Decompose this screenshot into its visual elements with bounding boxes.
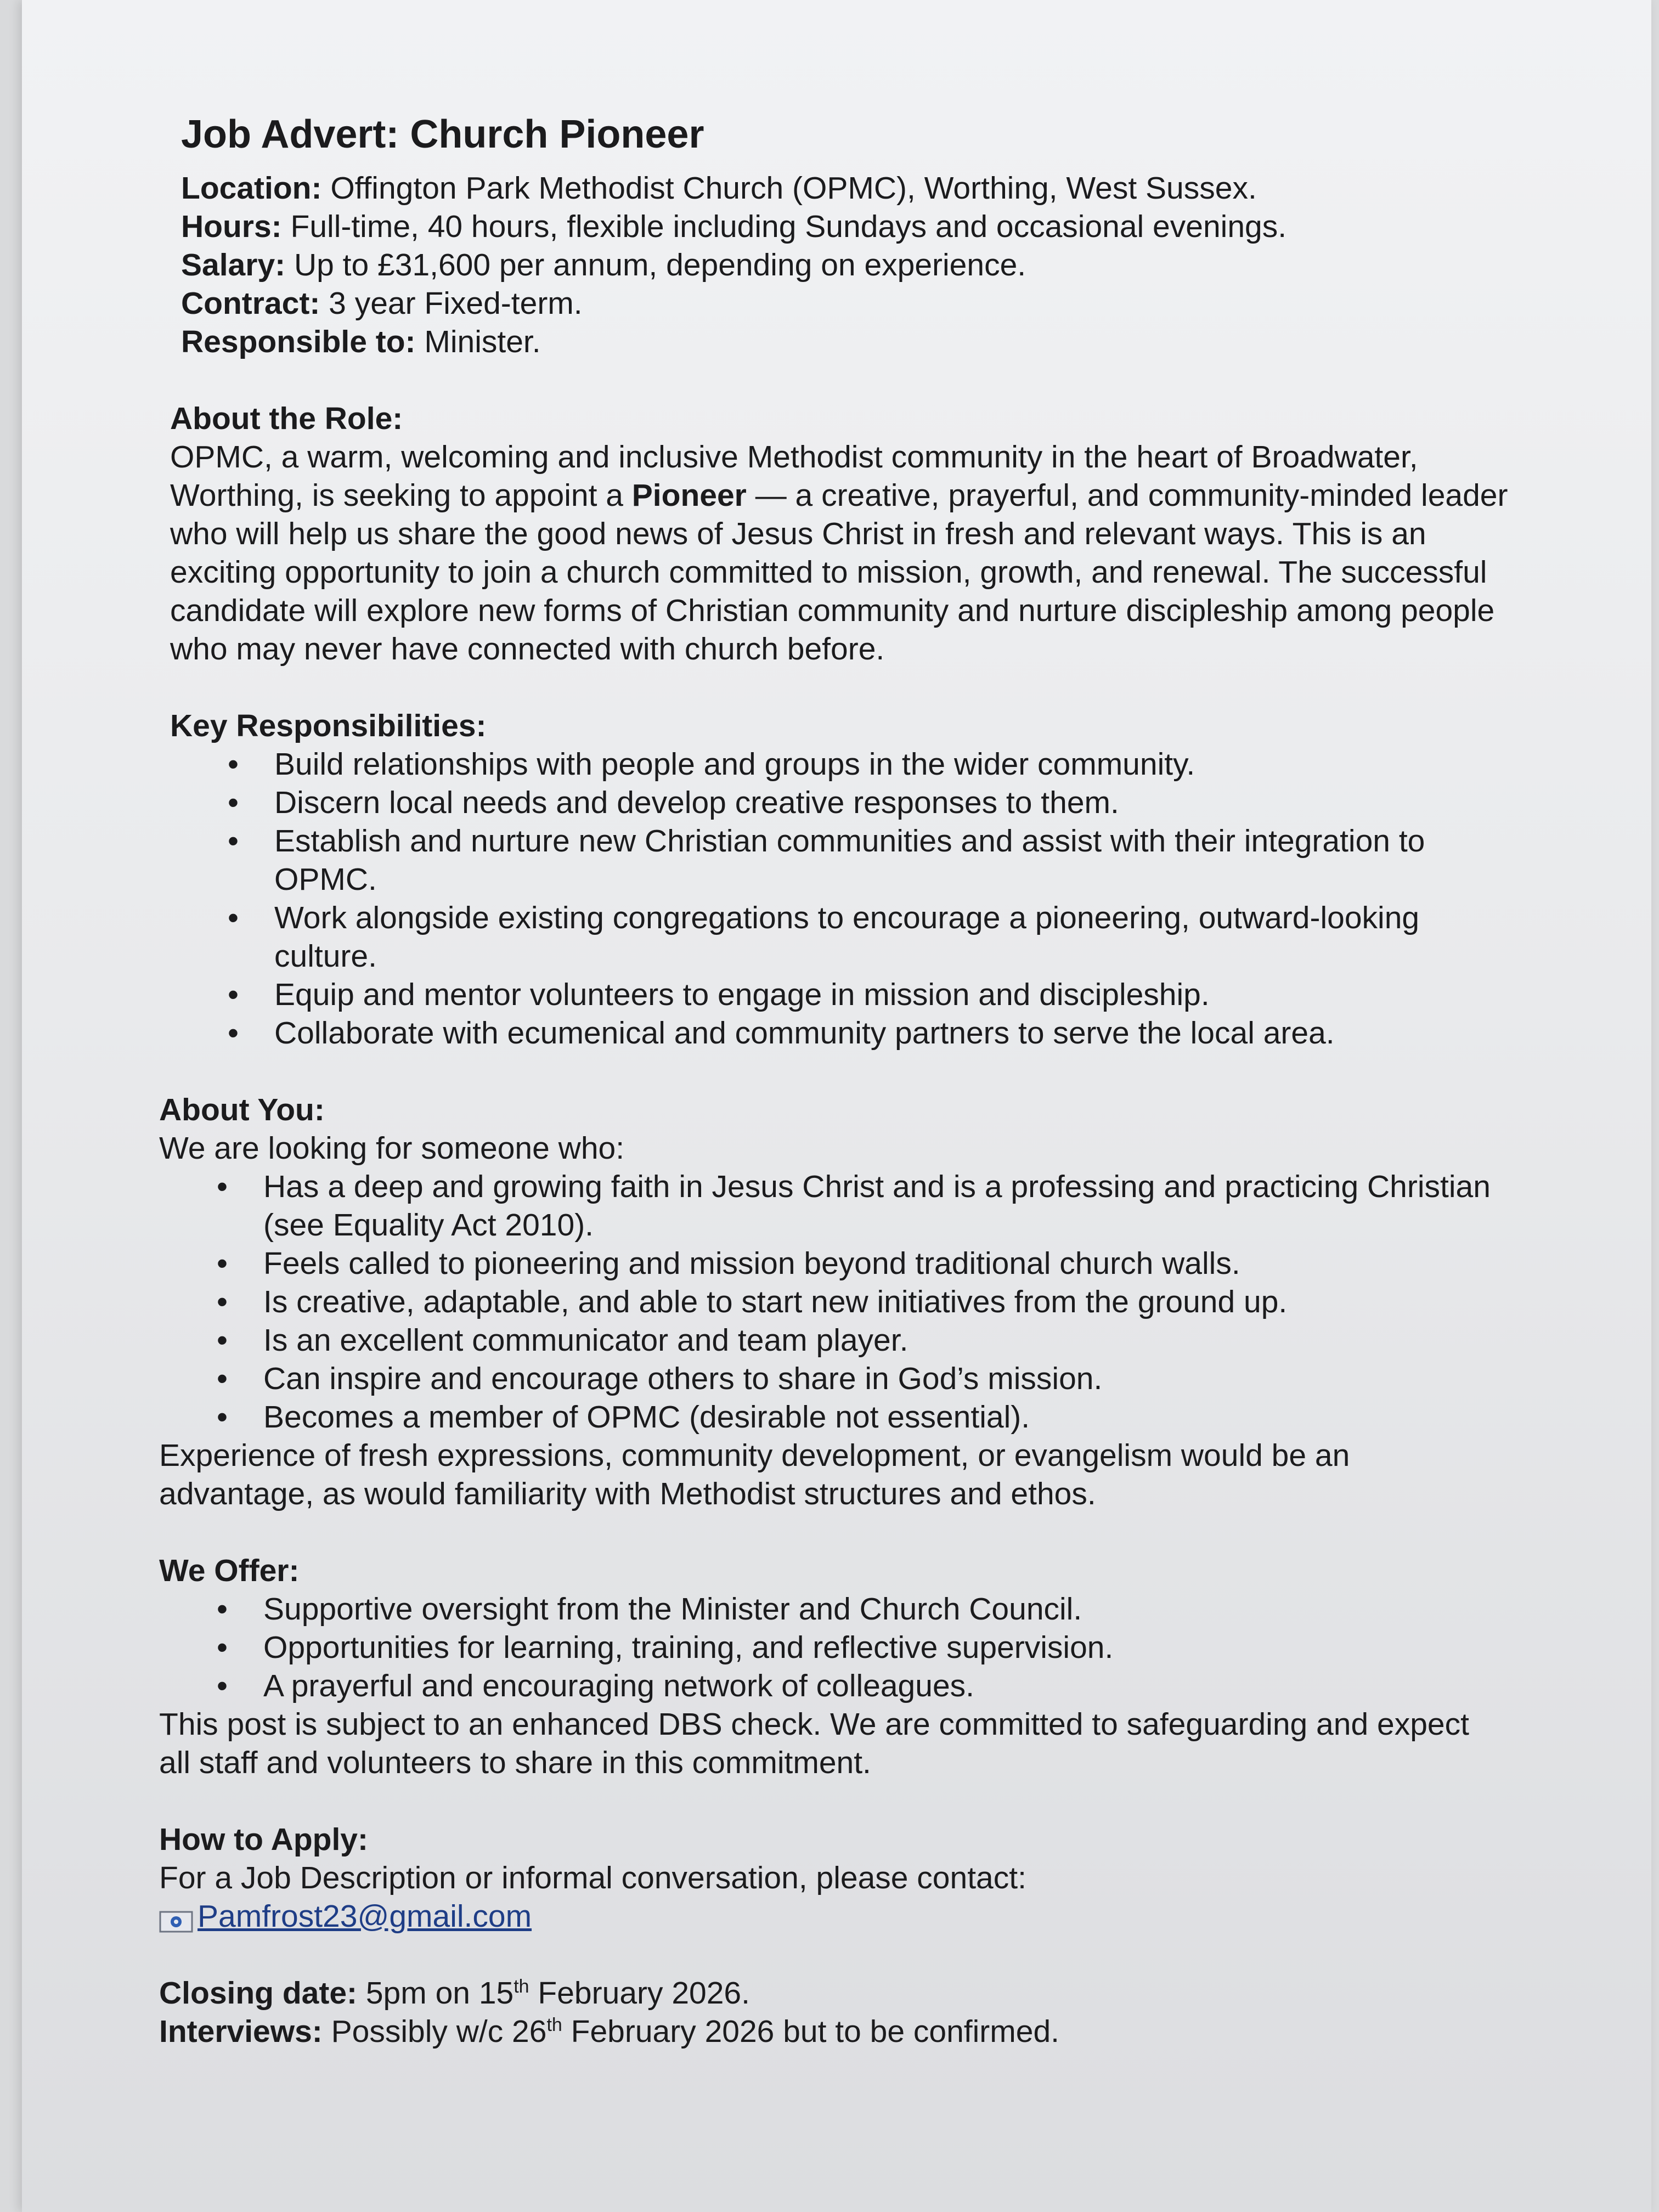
- about-role-section: [159, 399, 1509, 668]
- page-title: Job Advert: Church Pioneer: [181, 112, 704, 156]
- meta-contract: Contract: 3 year Fixed-term.: [181, 286, 583, 321]
- we-offer-heading: We Offer:: [159, 1553, 300, 1588]
- responsibilities-list: [170, 745, 1509, 1052]
- about-role-text: OPMC, a warm, welcoming and inclusive Methodist community in the heart of Broadwater, Worthing, is seeking to appoint a Pioneer — a creative, prayerful, and community-minded leader who will help us share the good news of Jesus Christ in fresh and relevant ways. This is an exciting opportunity to join a church committed to mission, growth, and renewal. The successful candidate will explore new forms of Christian community and nurture discipleship among people who may never have connected with church before.: [170, 439, 1508, 667]
- meta-salary: Salary: Up to £31,600 per annum, depending on experience.: [181, 247, 1026, 283]
- about-you-intro: We are looking for someone who:: [159, 1131, 625, 1166]
- list-item: • Is an excellent communicator and team player.: [263, 1321, 1509, 1359]
- dates-section: [159, 1974, 1509, 2051]
- about-you-outro: Experience of fresh expressions, community development, or evangelism would be an advantage, as would familiarity with Methodist structures and ethos.: [159, 1438, 1350, 1511]
- meta-block: [159, 169, 1509, 361]
- email-row: [159, 1897, 1509, 1936]
- responsibilities-section: [159, 707, 1509, 1052]
- closing-date: Closing date: 5pm on 15th February 2026.: [159, 1976, 750, 2011]
- list-item: • Has a deep and growing faith in Jesus Christ and is a professing and practicing Christian (see Equality Act 2010).: [263, 1167, 1509, 1244]
- email-link[interactable]: Pamfrost23@gmail.com: [198, 1899, 532, 1934]
- about-role-heading: About the Role:: [170, 401, 403, 436]
- list-item: • Collaborate with ecumenical and community partners to serve the local area.: [274, 1014, 1509, 1052]
- job-advert: [159, 110, 1509, 2051]
- list-item: • Discern local needs and develop creative responses to them.: [274, 783, 1509, 822]
- list-item: • Opportunities for learning, training, and reflective supervision.: [263, 1628, 1509, 1667]
- email-icon: [159, 1904, 193, 1928]
- meta-location: Location: Offington Park Methodist Church (OPMC), Worthing, West Sussex.: [181, 171, 1257, 206]
- list-item: • Build relationships with people and groups in the wider community.: [274, 745, 1509, 783]
- list-item: • Is creative, adaptable, and able to start new initiatives from the ground up.: [263, 1283, 1509, 1321]
- meta-responsible-to: Responsible to: Minister.: [181, 324, 541, 359]
- about-you-list: [159, 1167, 1509, 1436]
- list-item: • A prayerful and encouraging network of colleagues.: [263, 1667, 1509, 1705]
- interviews-date: Interviews: Possibly w/c 26th February 2026 but to be confirmed.: [159, 2014, 1059, 2049]
- responsibilities-heading: Key Responsibilities:: [170, 708, 487, 743]
- list-item: • Work alongside existing congregations to encourage a pioneering, outward-looking culture.: [274, 899, 1509, 975]
- how-to-apply-text: For a Job Description or informal conversation, please contact:: [159, 1860, 1026, 1895]
- how-to-apply-section: [159, 1820, 1509, 1936]
- we-offer-outro: This post is subject to an enhanced DBS check. We are committed to safeguarding and expect all staff and volunteers to share in this commitment.: [159, 1707, 1469, 1780]
- list-item: • Supportive oversight from the Minister and Church Council.: [263, 1590, 1509, 1628]
- paper-sheet: [22, 0, 1651, 2212]
- we-offer-list: [159, 1590, 1509, 1705]
- meta-hours: Hours: Full-time, 40 hours, flexible including Sundays and occasional evenings.: [181, 209, 1287, 244]
- about-you-section: [159, 1091, 1509, 1513]
- list-item: • Becomes a member of OPMC (desirable not essential).: [263, 1398, 1509, 1436]
- list-item: • Establish and nurture new Christian communities and assist with their integration to OPMC.: [274, 822, 1509, 899]
- we-offer-section: [159, 1551, 1509, 1782]
- list-item: • Can inspire and encourage others to share in God’s mission.: [263, 1359, 1509, 1398]
- how-to-apply-heading: How to Apply:: [159, 1822, 368, 1857]
- list-item: • Equip and mentor volunteers to engage in mission and discipleship.: [274, 975, 1509, 1014]
- list-item: • Feels called to pioneering and mission beyond traditional church walls.: [263, 1244, 1509, 1283]
- about-you-heading: About You:: [159, 1092, 325, 1127]
